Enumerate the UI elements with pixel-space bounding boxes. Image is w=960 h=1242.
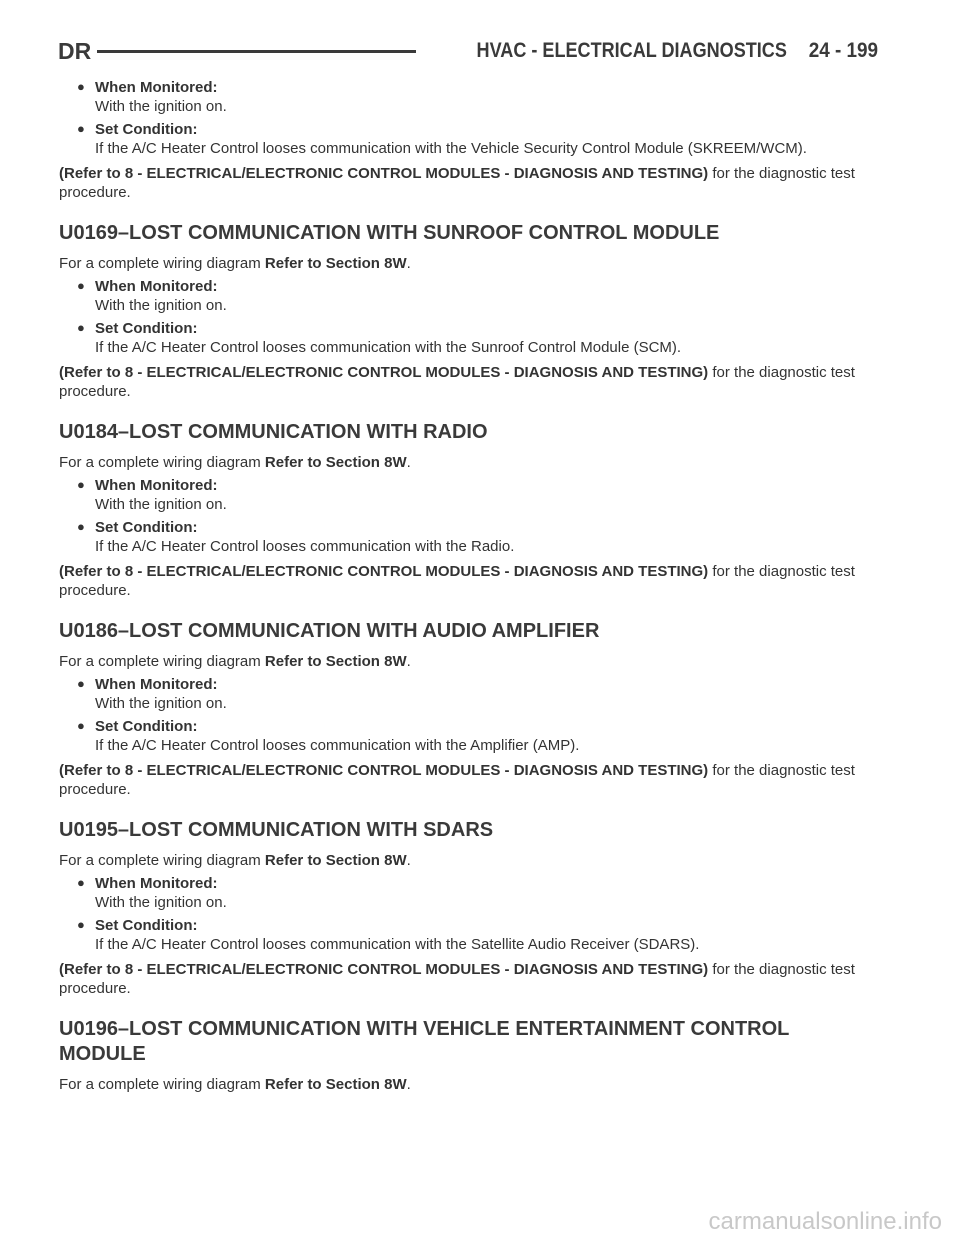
bullet-set-condition [59, 518, 879, 556]
wiring-paragraph [59, 1075, 879, 1094]
refer-link[interactable]: (Refer to 8 - ELECTRICAL/ELECTRONIC CONTROL MODULES - DIAGNOSIS AND TESTING) [59, 762, 709, 779]
bullet-label: Set Condition: [95, 121, 198, 138]
bullet-label: When Monitored: [95, 676, 218, 693]
bullet-dot-icon: ● [77, 519, 85, 534]
refer-link[interactable]: (Refer to 8 - ELECTRICAL/ELECTRONIC CONTROL MODULES - DIAGNOSIS AND TESTING) [59, 364, 709, 381]
refer-paragraph [59, 164, 879, 202]
wiring-end: . [406, 1076, 411, 1093]
wiring-ref-link[interactable]: Refer to Section 8W [264, 1076, 407, 1093]
page-content [59, 78, 879, 1098]
bullet-label: When Monitored: [95, 875, 218, 892]
wiring-end: . [406, 454, 411, 471]
wiring-ref-link[interactable]: Refer to Section 8W [264, 653, 407, 670]
bullet-text: With the ignition on. [95, 496, 227, 513]
header-page-number: 24 - 199 [808, 39, 878, 62]
wiring-ref-link[interactable]: Refer to Section 8W [264, 454, 407, 471]
bullet-when-monitored [59, 675, 879, 713]
bullet-text: If the A/C Heater Control looses communication with the Radio. [95, 538, 515, 555]
bullet-dot-icon: ● [77, 79, 85, 94]
refer-paragraph [59, 960, 879, 998]
bullet-text: With the ignition on. [95, 98, 227, 115]
bullet-dot-icon: ● [77, 320, 85, 335]
bullet-set-condition [59, 319, 879, 357]
bullet-dot-icon: ● [77, 875, 85, 890]
bullet-set-condition [59, 120, 879, 158]
section-title: U0169–LOST COMMUNICATION WITH SUNROOF CONTROL MODULE [59, 222, 720, 244]
bullet-label: When Monitored: [95, 278, 218, 295]
bullet-dot-icon: ● [77, 676, 85, 691]
header-title: HVAC - ELECTRICAL DIAGNOSTICS [476, 39, 787, 62]
bullet-dot-icon: ● [77, 121, 85, 136]
wiring-text: For a complete wiring diagram [59, 1076, 265, 1093]
bullet-label: Set Condition: [95, 718, 198, 735]
bullet-when-monitored [59, 277, 879, 315]
section-title: U0196–LOST COMMUNICATION WITH VEHICLE ENTERTAINMENT CONTROL MODULE [59, 1018, 790, 1065]
bullet-text: If the A/C Heater Control looses communication with the Sunroof Control Module (SCM). [95, 339, 682, 356]
dtc-section [59, 818, 879, 998]
bullet-dot-icon: ● [77, 477, 85, 492]
refer-link[interactable]: (Refer to 8 - ELECTRICAL/ELECTRONIC CONTROL MODULES - DIAGNOSIS AND TESTING) [59, 563, 709, 580]
refer-rest: for the diagnostic test procedure. [59, 961, 855, 997]
bullet-text: If the A/C Heater Control looses communication with the Satellite Audio Receiver (SDARS). [95, 936, 700, 953]
wiring-text: For a complete wiring diagram [59, 852, 265, 869]
section-title: U0184–LOST COMMUNICATION WITH RADIO [59, 421, 488, 443]
bullet-when-monitored [59, 874, 879, 912]
bullet-text: With the ignition on. [95, 297, 227, 314]
wiring-paragraph [59, 254, 879, 273]
bullet-dot-icon: ● [77, 917, 85, 932]
refer-rest: for the diagnostic test procedure. [59, 762, 855, 798]
bullet-when-monitored [59, 476, 879, 514]
wiring-paragraph [59, 851, 879, 870]
wiring-ref-link[interactable]: Refer to Section 8W [264, 255, 407, 272]
refer-rest: for the diagnostic test procedure. [59, 165, 855, 201]
wiring-ref-link[interactable]: Refer to Section 8W [264, 852, 407, 869]
wiring-end: . [406, 255, 411, 272]
wiring-text: For a complete wiring diagram [59, 653, 265, 670]
section-title: U0195–LOST COMMUNICATION WITH SDARS [59, 819, 494, 841]
wiring-paragraph [59, 652, 879, 671]
bullet-when-monitored [59, 78, 879, 116]
bullet-dot-icon: ● [77, 278, 85, 293]
bullet-label: Set Condition: [95, 917, 198, 934]
dtc-section [59, 619, 879, 799]
dtc-section [59, 221, 879, 401]
wiring-paragraph [59, 453, 879, 472]
refer-paragraph [59, 761, 879, 799]
header-rule [97, 50, 416, 53]
wiring-text: For a complete wiring diagram [59, 454, 265, 471]
bullet-label: When Monitored: [95, 79, 218, 96]
header-model: DR [58, 37, 92, 64]
section-title: U0186–LOST COMMUNICATION WITH AUDIO AMPLIFIER [59, 620, 600, 642]
bullet-set-condition [59, 916, 879, 954]
bullet-label: Set Condition: [95, 519, 198, 536]
bullet-text: With the ignition on. [95, 894, 227, 911]
bullet-text: If the A/C Heater Control looses communication with the Amplifier (AMP). [95, 737, 580, 754]
wiring-end: . [406, 852, 411, 869]
watermark: carmanualsonline.info [708, 1208, 942, 1235]
bullet-text: With the ignition on. [95, 695, 227, 712]
bullet-dot-icon: ● [77, 718, 85, 733]
page-header [58, 34, 878, 68]
bullet-text: If the A/C Heater Control looses communication with the Vehicle Security Control Module (SKREEM/WCM). [95, 140, 807, 157]
refer-link[interactable]: (Refer to 8 - ELECTRICAL/ELECTRONIC CONTROL MODULES - DIAGNOSIS AND TESTING) [59, 961, 709, 978]
refer-paragraph [59, 363, 879, 401]
bullet-set-condition [59, 717, 879, 755]
refer-paragraph [59, 562, 879, 600]
bullet-label: Set Condition: [95, 320, 198, 337]
refer-link[interactable]: (Refer to 8 - ELECTRICAL/ELECTRONIC CONTROL MODULES - DIAGNOSIS AND TESTING) [59, 165, 709, 182]
refer-rest: for the diagnostic test procedure. [59, 364, 855, 400]
wiring-text: For a complete wiring diagram [59, 255, 265, 272]
wiring-end: . [406, 653, 411, 670]
bullet-label: When Monitored: [95, 477, 218, 494]
dtc-section [59, 420, 879, 600]
refer-rest: for the diagnostic test procedure. [59, 563, 855, 599]
